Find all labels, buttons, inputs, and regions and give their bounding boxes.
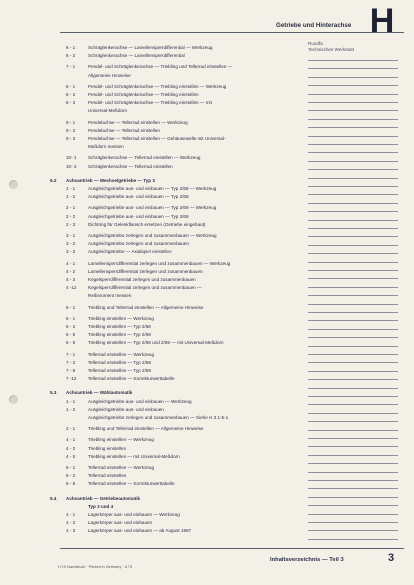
entry-text: Tellerrad einstellen — Werkzeug [88, 465, 155, 470]
entry-text: Pendel- und Schräglenkerachse — Triebling einstellen [88, 92, 199, 97]
revision-line [308, 312, 398, 313]
entry-number: 6 - 1 [66, 45, 76, 50]
entry-number: 3 - 1 [66, 233, 76, 238]
entry-text: Tellerrad einstellen — Korrekturwerttabelle [88, 481, 175, 487]
revision-line [308, 245, 398, 246]
toc-entry [50, 144, 124, 150]
toc-entry [50, 241, 189, 247]
entry-number: 3 - 2 [66, 241, 76, 247]
entry-number: 5 - 1 [66, 304, 76, 310]
toc-entry [50, 214, 189, 220]
revision-line [308, 413, 398, 414]
entry-text: Tellerrad einstellen — Werkzeug [88, 351, 155, 357]
entry-number: 4 - 1 [66, 437, 76, 443]
entry-text: Schräglenkerachse — Lamellensperrdifferential [88, 53, 185, 59]
entry-text: Lamellensperrdifferential zerlegen und zusammenbauen [88, 268, 203, 274]
toc-entry [50, 261, 230, 267]
entry-number: 5 - 2 [66, 473, 76, 479]
toc-entry [50, 520, 152, 526]
entry-text: Pendelachse — Tellerrad einstellen — Werkzeug [88, 119, 188, 125]
entry-text: Typ 3 und 4 [88, 503, 114, 509]
revision-line [308, 85, 398, 86]
entry-text: Allgemeine Hinweise [88, 72, 131, 78]
entry-text: Tellerrad einstellen — Typ 2/69 [88, 368, 151, 373]
entry-text: Triebling einstellen — Typ 2/68 und 2/69 — mit Universal-Meßdorn [88, 340, 224, 346]
toc-entry [50, 368, 151, 374]
toc-entry [50, 481, 175, 487]
section-heading [50, 178, 155, 184]
revision-line [308, 270, 398, 271]
revision-line [308, 169, 398, 170]
top-rule [60, 32, 404, 33]
revision-line [308, 262, 398, 263]
entry-text: Pendelachse — Tellerrad einstellen [88, 127, 160, 133]
entry-text: Tellerrad einstellen [88, 473, 127, 479]
entry-text: Ausgleichgetriebe aus- und einbauen [88, 406, 164, 412]
entry-text: Ausgleichgetriebe aus- und einbauen — Werkzeug [88, 398, 192, 404]
entry-number: 4 - 1 [66, 260, 76, 266]
entry-text: Ausgleichgetriebe zerlegen und zusammenbauen — Werkzeug [88, 233, 217, 238]
entry-number: 6 - 2 [66, 53, 76, 59]
entry-number: 4 - 2 [66, 268, 76, 274]
toc-entry [50, 512, 180, 518]
revision-line [308, 371, 398, 372]
entry-number: 3 - 3 [66, 249, 76, 255]
revision-line [308, 455, 398, 456]
toc-entry [50, 332, 151, 338]
revision-line [308, 186, 398, 187]
revision-line [308, 220, 398, 221]
entry-number: 4 -12 [66, 285, 77, 291]
entry-text: Triebling einstellen — Typ 2/68 [88, 324, 151, 329]
entry-number: 4 - 2 [66, 445, 76, 451]
toc-entry [50, 528, 191, 534]
section-letter: H [369, 2, 395, 40]
entry-number: 2 - 3 [66, 221, 76, 227]
revision-line [308, 488, 398, 489]
entry-number: 2 - 1 [66, 205, 76, 211]
entry-text: Triebling einstellen [88, 445, 127, 451]
entry-text: Ausgleichgetriebe aus- und einbauen — Typ 2/68 — Werkzeug [88, 186, 217, 191]
entry-text: Kegelsperrdifferential zerlegen und zusammenbauen — [88, 285, 202, 291]
revision-line [308, 178, 398, 179]
punch-hole [9, 180, 18, 189]
entry-number: 6 - 8 [66, 340, 76, 346]
toc-entry [50, 249, 172, 255]
entry-text: Achsantrieb — Wählautomatik [66, 390, 133, 396]
section-heading [50, 504, 113, 510]
toc-entry [50, 222, 205, 228]
entry-text: Pendel- und Schräglenkerachse — Triebling und Tellerrad einstellen — [88, 64, 233, 70]
toc-entry [50, 100, 212, 106]
entry-number: 4 - 3 [66, 277, 76, 282]
toc-entry [50, 53, 185, 59]
revision-line [308, 228, 398, 229]
revision-line [308, 354, 398, 355]
revision-line [308, 396, 398, 397]
revision-line [308, 253, 398, 254]
toc-entry [50, 376, 175, 382]
revision-line [308, 430, 398, 431]
toc-entry [50, 437, 154, 443]
revision-line [308, 463, 398, 464]
revision-line [308, 530, 398, 531]
toc-entry [50, 465, 154, 471]
entry-text: Ausgleichgetriebe — Axialspiel einstellen [88, 249, 172, 255]
revision-line [308, 497, 398, 498]
entry-number: 1 - 2 [66, 520, 76, 526]
revision-line [308, 287, 398, 288]
revision-line [308, 68, 398, 69]
revision-line [308, 127, 398, 128]
entry-number: 1 - 2 [66, 194, 76, 200]
toc-entry [50, 164, 173, 170]
toc-entry [50, 454, 180, 460]
toc-entry [50, 128, 160, 134]
entry-text: Tellerrad einstellen — Typ 2/68 [88, 359, 151, 365]
side-label-line1: Rundfa [308, 41, 323, 46]
toc-entry [50, 45, 212, 51]
entry-text: Tellerrad einstellen — Korrekturwerttabelle [88, 376, 175, 382]
footer-section-name: Inhaltsverzeichnis — Teil 3 [270, 557, 344, 563]
revision-line [308, 60, 398, 61]
entry-text: Reibmoment messen [88, 293, 132, 299]
entry-text: Triebling einstellen — Typ 2/69 [88, 332, 151, 338]
revision-line [308, 152, 398, 153]
page-number: 3 [388, 552, 395, 564]
toc-entry [50, 305, 203, 311]
entry-text: Lagerkörper aus- und einbauen [88, 520, 153, 526]
header-title: Getriebe und Hinterachse [276, 22, 352, 29]
entry-number: 9 - 2 [66, 127, 76, 133]
entry-text: Triebling einstellen — Werkzeug [88, 437, 154, 443]
revision-line [308, 346, 398, 347]
revision-line [308, 438, 398, 439]
entry-number: 8 - 3 [66, 100, 76, 106]
entry-number: 8 - 1 [66, 83, 76, 89]
toc-entry [50, 399, 192, 405]
entry-text: Triebling einstellen — mit Universal-Meßdorn [88, 453, 180, 459]
toc-entry [50, 73, 131, 79]
entry-number: 1 - 2 [66, 406, 76, 412]
revision-line [308, 203, 398, 204]
entry-text: Lagerkörper aus- und einbauen — ab August 1967 [88, 528, 192, 534]
toc-entry [50, 277, 196, 283]
toc-entry [50, 194, 189, 200]
punch-hole [9, 395, 18, 404]
revision-line [308, 136, 398, 137]
revision-line [308, 119, 398, 120]
toc-entry [50, 205, 216, 211]
revision-line [308, 144, 398, 145]
toc-entry [50, 92, 199, 98]
revision-line [308, 329, 398, 330]
entry-number: 7 -12 [66, 376, 77, 382]
toc-entry [50, 473, 126, 479]
entry-number: 7 - 8 [66, 368, 76, 373]
entry-text: Meßdorn messen [88, 144, 124, 150]
entry-text: Achsantrieb — Getriebeautomatik [66, 495, 141, 501]
entry-number: 10- 2 [66, 163, 77, 169]
toc-entry [50, 360, 151, 366]
entry-text: Ausgleichgetriebe zerlegen und zusammenbauen [88, 241, 189, 247]
entry-number: 2 - 2 [66, 213, 76, 219]
revision-line [308, 304, 398, 305]
side-label [308, 41, 354, 53]
toc-entry [50, 84, 226, 90]
revision-line [308, 388, 398, 389]
toc-entry [50, 186, 216, 192]
side-label-line2: Technisches Werkstatt [308, 47, 354, 52]
toc-entry [50, 415, 228, 421]
entry-number: 6 - 2 [66, 324, 76, 329]
toc-entry [50, 426, 203, 432]
entry-number: 8 - 2 [66, 92, 76, 97]
entry-number: 4 - 5 [66, 453, 76, 459]
revision-line [308, 514, 398, 515]
entry-text: Lamellensperrdifferential zerlegen und zusammenbauen — Werkzeug [88, 260, 231, 266]
entry-text: Schräglenkerachse — Lamellensperrdifferential — Werkzeug [88, 45, 213, 50]
entry-text: Triebling und Tellerrad einstellen — Allgemeine Hinweise [88, 426, 204, 432]
entry-number: 2 - 1 [66, 426, 76, 432]
revision-line [308, 421, 398, 422]
toc-entry [50, 155, 200, 161]
revision-line [308, 480, 398, 481]
entry-number: 1 - 1 [66, 512, 76, 517]
entry-text: Ausgleichgetriebe aus- und einbauen — Typ 2/69 — Werkzeug [88, 205, 217, 211]
entry-text: Triebling und Tellerrad einstellen — Allgemeine Hinweise [88, 304, 204, 310]
entry-number: 7 - 2 [66, 359, 76, 365]
entry-number: 7 - 1 [66, 351, 76, 357]
entry-text: Ausgleichgetriebe aus- und einbauen — Typ 2/68 [88, 194, 189, 200]
revision-line [308, 94, 398, 95]
toc-entry [50, 407, 164, 413]
revision-line [308, 77, 398, 78]
revision-line [308, 472, 398, 473]
entry-text: Universal-Meßdorn [88, 108, 128, 114]
revision-line [308, 295, 398, 296]
entry-number: 5 - 1 [66, 465, 76, 470]
toc-entry [50, 352, 154, 358]
toc-entry [50, 293, 131, 299]
toc-entry [50, 340, 224, 346]
toc-entry [50, 324, 151, 330]
revision-line [308, 539, 398, 540]
toc-entry [50, 120, 188, 126]
entry-number: 9 - 1 [66, 119, 76, 125]
footer-print-note: H 10 Nachdruck · Printed in Germany · 8.73 [58, 565, 133, 569]
entry-number: 7 - 1 [66, 64, 76, 70]
entry-text: Kegelsperrdifferential zerlegen und zusammenbauen [88, 277, 196, 282]
toc-entry [50, 269, 203, 275]
section-heading [50, 390, 132, 396]
entry-text: Pendel- und Schräglenkerachse — Triebling einstellen — Werkzeug [88, 83, 227, 89]
toc-entry [50, 285, 202, 291]
entry-number: 5 - 6 [66, 481, 76, 487]
toc-entry [50, 64, 232, 70]
entry-text: Achsantrieb — Wechselgetriebe — Typ 3 [66, 177, 155, 183]
entry-text: Dichtring für Gelenkflansch ersetzen (Getriebe eingebaut) [88, 221, 206, 227]
revision-line [308, 522, 398, 523]
entry-text: Pendel- und Schräglenkerachse — Triebling einstellen — mit [88, 100, 212, 106]
entry-text: Schräglenkerachse — Tellerrad einstellen — Werkzeug [88, 155, 201, 161]
revision-line [308, 110, 398, 111]
entry-number: 6 - 5 [66, 332, 76, 338]
revision-line [308, 194, 398, 195]
entry-text: Lagerkörper aus- und einbauen — Werkzeug [88, 512, 180, 517]
toc-entry [50, 233, 217, 239]
entry-number: 6 - 1 [66, 315, 76, 321]
toc-entry [50, 136, 226, 142]
toc-entry [50, 108, 127, 114]
entry-text: Schräglenkerachse — Tellerrad einstellen [88, 163, 173, 169]
revision-line [308, 379, 398, 380]
revision-line [308, 211, 398, 212]
entry-number: 5.2 [50, 177, 57, 183]
section-heading [50, 496, 140, 502]
entry-number: 1 - 1 [66, 186, 76, 191]
bottom-rule [60, 548, 404, 549]
revision-line [308, 337, 398, 338]
revision-line [308, 404, 398, 405]
revision-line [308, 236, 398, 237]
entry-number: 1 - 1 [66, 398, 76, 404]
revision-line [308, 161, 398, 162]
entry-number: 1 - 3 [66, 528, 76, 534]
entry-text: Triebling einstellen — Werkzeug [88, 315, 154, 321]
entry-text: Pendelachse — Tellerrad einstellen — Gehäusewelle mit Universal- [88, 136, 226, 141]
revision-line [308, 320, 398, 321]
entry-text: Ausgleichgetriebe aus- und einbauen — Typ 2/69 [88, 213, 189, 219]
revision-line [308, 278, 398, 279]
entry-number: 10- 1 [66, 155, 77, 161]
entry-number: 5.3 [50, 390, 57, 396]
entry-text: Ausgleichgetriebe zerlegen und zusammenbauen — Siehe H 3.1-5-1 [88, 415, 229, 420]
revision-line [308, 362, 398, 363]
entry-number: 9 - 3 [66, 136, 76, 141]
entry-number: 5.4 [50, 495, 57, 501]
revision-line [308, 446, 398, 447]
toc-entry [50, 316, 154, 322]
toc-entry [50, 446, 126, 452]
revision-line [308, 102, 398, 103]
revision-line [308, 505, 398, 506]
